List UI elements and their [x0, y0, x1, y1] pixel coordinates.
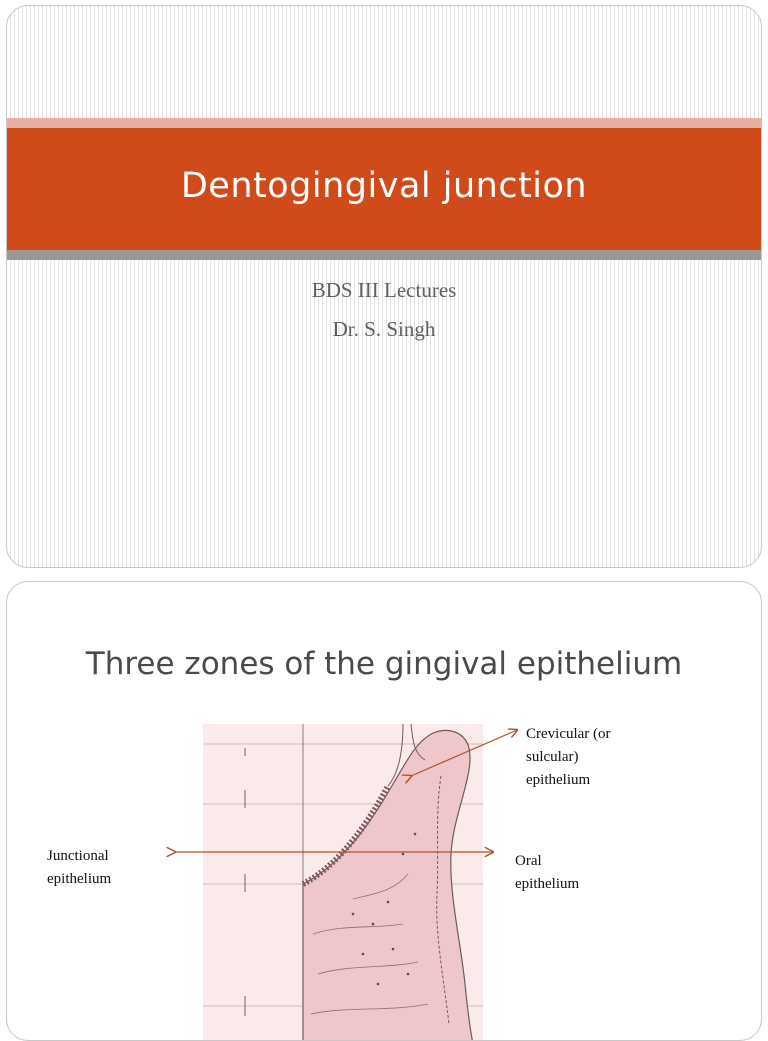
slide-title: Dentogingival junction — [180, 166, 588, 206]
content-slide — [6, 581, 762, 1041]
slide-heading: Three zones of the gingival epithelium — [85, 646, 683, 682]
author-subtitle: Dr. S. Singh — [332, 317, 436, 341]
title-band-bottom-stripe — [7, 250, 761, 260]
junctional-epithelium-label: Junctional epithelium — [47, 848, 112, 887]
course-subtitle: BDS III Lectures — [311, 278, 457, 302]
crevicular-epithelium-label: Crevicular (or sulcular) epithelium — [526, 726, 611, 788]
label-arrows — [7, 582, 762, 1041]
oral-epithelium-label: Oral epithelium — [515, 853, 580, 892]
crevicular-arrow — [411, 730, 517, 776]
title-slide — [6, 5, 762, 568]
title-band-top-stripe — [7, 118, 761, 128]
